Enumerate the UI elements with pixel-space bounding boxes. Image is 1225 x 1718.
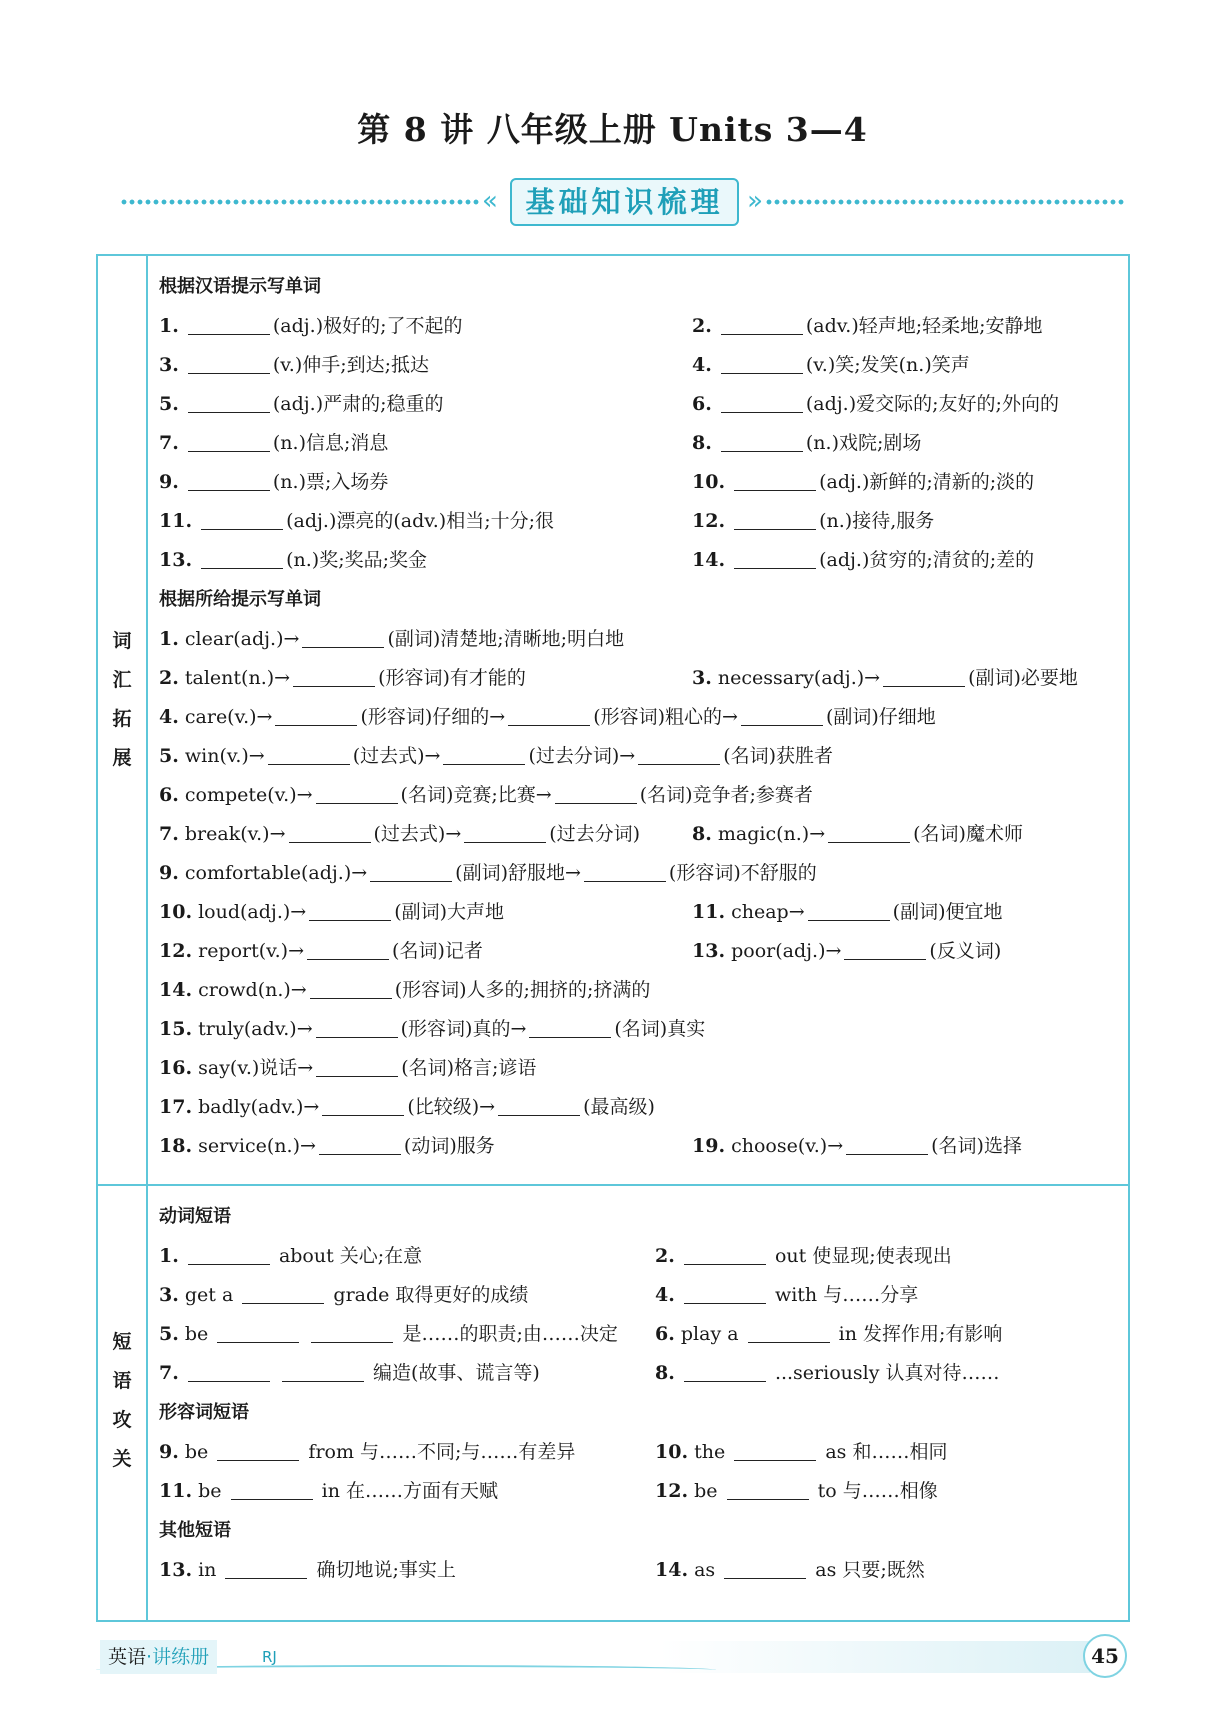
double-chevron-right-icon: » (747, 186, 763, 216)
answer-blank[interactable] (309, 900, 391, 921)
list-item: 11. (adj.)漂亮的(adv.)相当;十分;很 (159, 510, 554, 532)
answer-blank[interactable] (242, 1283, 324, 1304)
answer-blank[interactable] (638, 744, 720, 765)
answer-blank[interactable] (721, 353, 803, 374)
list-item: 12. (n.)接待,服务 (692, 510, 935, 532)
list-item: 9. be from 与……不同;与……有差异 (159, 1441, 576, 1463)
section-title-chinese-hints: 根据汉语提示写单词 (159, 276, 321, 297)
list-item: 6. play a in 发挥作用;有影响 (655, 1323, 1003, 1345)
answer-blank[interactable] (727, 1479, 809, 1500)
answer-blank[interactable] (201, 509, 283, 530)
answer-blank[interactable] (231, 1479, 313, 1500)
list-item: 1. about 关心;在意 (159, 1245, 423, 1267)
list-item: 10. loud(adj.)→ (副词)大声地 (159, 901, 505, 923)
answer-blank[interactable] (508, 705, 590, 726)
section-banner (120, 178, 1125, 226)
answer-blank[interactable] (319, 1134, 401, 1155)
vocab-side-label: 词 汇 拓 展 (112, 630, 132, 769)
answer-blank[interactable] (584, 861, 666, 882)
list-item: 13. (n.)奖;奖品;奖金 (159, 549, 428, 571)
answer-blank[interactable] (188, 392, 270, 413)
answer-blank[interactable] (734, 1440, 816, 1461)
footer-edition: RJ (262, 1648, 277, 1666)
list-item: 1. clear(adj.)→ (副词)清楚地;清晰地;明白地 (159, 628, 625, 650)
list-item: 2. (adv.)轻声地;轻柔地;安静地 (692, 315, 1043, 337)
list-item: 2. out 使显现;使表现出 (655, 1245, 952, 1267)
list-item: 8. magic(n.)→ (名词)魔术师 (692, 823, 1023, 845)
dotted-line-right (765, 199, 1125, 205)
list-item: 3. get a grade 取得更好的成绩 (159, 1284, 529, 1306)
answer-blank[interactable] (217, 1440, 299, 1461)
list-item: 6. compete(v.)→ (名词)竞赛;比赛→ (名词)竞争者;参赛者 (159, 784, 813, 806)
answer-blank[interactable] (316, 1017, 398, 1038)
list-item: 9. (n.)票;入场券 (159, 471, 389, 493)
answer-blank[interactable] (734, 470, 816, 491)
answer-blank[interactable] (310, 978, 392, 999)
list-item: 14. crowd(n.)→ (形容词)人多的;拥挤的;挤满的 (159, 979, 651, 1001)
answer-blank[interactable] (316, 783, 398, 804)
list-item: 1. (adj.)极好的;了不起的 (159, 315, 463, 337)
answer-blank[interactable] (721, 431, 803, 452)
answer-blank[interactable] (846, 1134, 928, 1155)
list-item: 6. (adj.)爱交际的;友好的;外向的 (692, 393, 1059, 415)
footer-book-label: 英语·讲练册 (100, 1640, 217, 1674)
list-item: 9. comfortable(adj.)→ (副词)舒服地→ (形容词)不舒服的 (159, 862, 817, 884)
answer-blank[interactable] (302, 627, 384, 648)
answer-blank[interactable] (684, 1361, 766, 1382)
answer-blank[interactable] (188, 431, 270, 452)
list-item: 2. talent(n.)→ (形容词)有才能的 (159, 667, 526, 689)
list-item: 12. be to 与……相像 (655, 1480, 938, 1502)
answer-blank[interactable] (289, 822, 371, 843)
list-item: 12. report(v.)→ (名词)记者 (159, 940, 483, 962)
answer-blank[interactable] (443, 744, 525, 765)
banner-title: 基础知识梳理 (510, 178, 739, 226)
answer-blank[interactable] (188, 1361, 270, 1382)
list-item: 10. (adj.)新鲜的;清新的;淡的 (692, 471, 1035, 493)
answer-blank[interactable] (188, 1244, 270, 1265)
list-item: 10. the as 和……相同 (655, 1441, 948, 1463)
list-item: 4. care(v.)→ (形容词)仔细的→ (形容词)粗心的→ (副词)仔细地 (159, 706, 936, 728)
list-item: 19. choose(v.)→ (名词)选择 (692, 1135, 1022, 1157)
list-item: 8. ...seriously 认真对待…… (655, 1362, 1000, 1384)
section-title-other-phrases: 其他短语 (159, 1520, 231, 1541)
answer-blank[interactable] (844, 939, 926, 960)
list-item: 4. (v.)笑;发笑(n.)笑声 (692, 354, 970, 376)
answer-blank[interactable] (828, 822, 910, 843)
list-item: 11. be in 在……方面有天赋 (159, 1480, 498, 1502)
answer-blank[interactable] (555, 783, 637, 804)
answer-blank[interactable] (188, 353, 270, 374)
answer-blank[interactable] (734, 548, 816, 569)
answer-blank[interactable] (498, 1095, 580, 1116)
answer-blank[interactable] (724, 1558, 806, 1579)
answer-blank[interactable] (748, 1322, 830, 1343)
list-item: 14. as as 只要;既然 (655, 1559, 925, 1581)
list-item: 7. break(v.)→ (过去式)→ (过去分词) (159, 823, 641, 845)
list-item: 5. be 是……的职责;由……决定 (159, 1323, 618, 1345)
answer-blank[interactable] (188, 314, 270, 335)
list-item: 13. in 确切地说;事实上 (159, 1559, 456, 1581)
list-item: 7. (n.)信息;消息 (159, 432, 389, 454)
section-divider (96, 1184, 1130, 1186)
answer-blank[interactable] (464, 822, 546, 843)
list-item: 5. win(v.)→ (过去式)→ (过去分词)→ (名词)获胜者 (159, 745, 834, 767)
answer-blank[interactable] (293, 666, 375, 687)
list-item: 14. (adj.)贫穷的;清贫的;差的 (692, 549, 1035, 571)
answer-blank[interactable] (268, 744, 350, 765)
list-item: 3. (v.)伸手;到达;抵达 (159, 354, 430, 376)
answer-blank[interactable] (282, 1361, 364, 1382)
list-item: 4. with 与……分享 (655, 1284, 919, 1306)
answer-blank[interactable] (734, 509, 816, 530)
footer-gradient (660, 1641, 1090, 1673)
section-title-given-hints: 根据所给提示写单词 (159, 589, 321, 610)
answer-blank[interactable] (311, 1322, 393, 1343)
answer-blank[interactable] (741, 705, 823, 726)
page-title: 第 8 讲 八年级上册 Units 3—4 (357, 110, 868, 149)
answer-blank[interactable] (307, 939, 389, 960)
answer-blank[interactable] (322, 1095, 404, 1116)
list-item: 18. service(n.)→ (动词)服务 (159, 1135, 495, 1157)
dotted-line-left (120, 199, 480, 205)
answer-blank[interactable] (225, 1558, 307, 1579)
answer-blank[interactable] (883, 666, 965, 687)
double-chevron-left-icon: « (482, 186, 498, 216)
list-item: 17. badly(adv.)→ (比较级)→ (最高级) (159, 1096, 655, 1118)
answer-blank[interactable] (684, 1283, 766, 1304)
answer-blank[interactable] (275, 705, 357, 726)
list-item: 5. (adj.)严肃的;稳重的 (159, 393, 444, 415)
list-item: 3. necessary(adj.)→ (副词)必要地 (692, 667, 1078, 689)
answer-blank[interactable] (217, 1322, 299, 1343)
section-title-verb-phrases: 动词短语 (159, 1206, 231, 1227)
list-item: 15. truly(adv.)→ (形容词)真的→ (名词)真实 (159, 1018, 706, 1040)
list-item: 13. poor(adj.)→ (反义词) (692, 940, 1002, 962)
page-number: 45 (1083, 1634, 1127, 1678)
answer-blank[interactable] (188, 470, 270, 491)
answer-blank[interactable] (721, 392, 803, 413)
section-title-adjective-phrases: 形容词短语 (159, 1402, 249, 1423)
phrase-side-label: 短 语 攻 关 (112, 1331, 132, 1470)
answer-blank[interactable] (721, 314, 803, 335)
answer-blank[interactable] (529, 1017, 611, 1038)
answer-blank[interactable] (316, 1056, 398, 1077)
list-item: 16. say(v.)说话→ (名词)格言;谚语 (159, 1057, 537, 1079)
answer-blank[interactable] (808, 900, 890, 921)
answer-blank[interactable] (370, 861, 452, 882)
list-item: 11. cheap→ (副词)便宜地 (692, 901, 1003, 923)
list-item: 8. (n.)戏院;剧场 (692, 432, 922, 454)
answer-blank[interactable] (201, 548, 283, 569)
answer-blank[interactable] (684, 1244, 766, 1265)
list-item: 7. 编造(故事、谎言等) (159, 1362, 540, 1384)
